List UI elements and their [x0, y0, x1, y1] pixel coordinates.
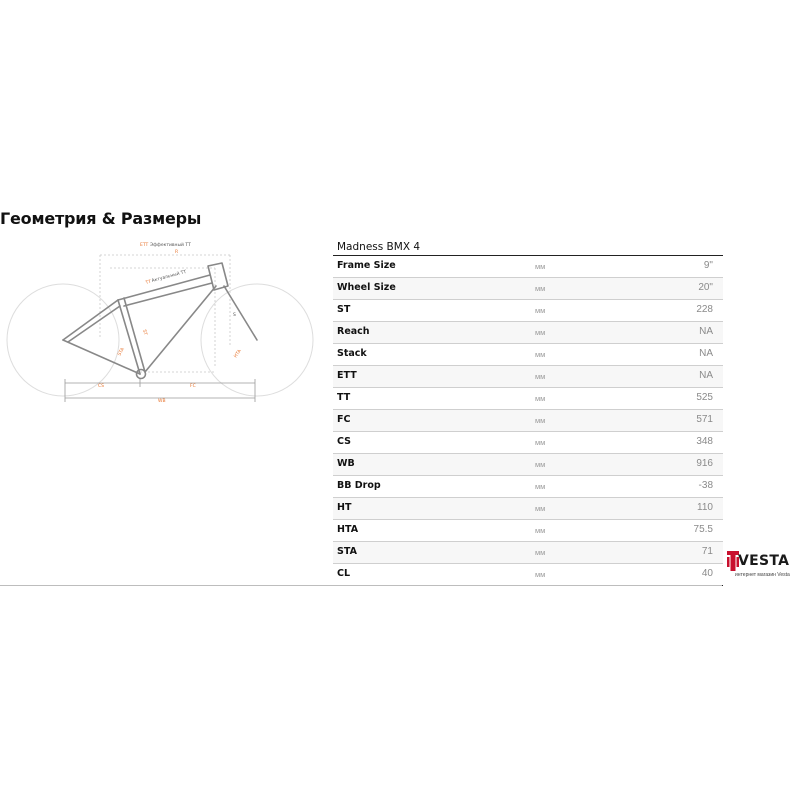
spec-unit: мм	[535, 394, 546, 403]
spec-unit: мм	[535, 548, 546, 557]
spec-name: TT	[337, 392, 351, 403]
spec-unit: мм	[535, 570, 546, 579]
label-hta: HTA	[233, 349, 243, 360]
spec-unit: мм	[535, 306, 546, 315]
divider-line	[0, 585, 722, 586]
spec-name: Wheel Size	[337, 282, 396, 293]
label-r: R	[175, 250, 179, 255]
spec-value: 525	[696, 392, 713, 403]
spec-value: 71	[701, 546, 713, 557]
label-wb: WB	[158, 399, 166, 404]
spec-unit: мм	[535, 350, 546, 359]
table-row	[333, 388, 723, 410]
bike-geometry-diagram	[0, 238, 330, 418]
label-ett-text: Эффективный ТТ	[150, 243, 191, 248]
spec-unit: мм	[535, 460, 546, 469]
label-tt-text: Актуальный ТТ	[151, 269, 188, 284]
logo-tagline: интернет магазин Vesta	[735, 572, 790, 578]
spec-value: 40	[701, 568, 713, 579]
spec-unit: мм	[535, 504, 546, 513]
spec-name: CS	[337, 436, 351, 447]
spec-value: 9"	[703, 260, 713, 271]
spec-name: BB Drop	[337, 480, 381, 491]
table-row	[333, 278, 723, 300]
spec-value: 75.5	[693, 524, 713, 535]
table-row	[333, 366, 723, 388]
label-fc: FC	[190, 384, 196, 389]
spec-unit: мм	[535, 526, 546, 535]
label-tt: TT	[145, 279, 152, 286]
spec-value: 916	[696, 458, 713, 469]
table-row	[333, 542, 723, 564]
spec-unit: мм	[535, 328, 546, 337]
spec-name: CL	[337, 568, 351, 579]
spec-unit: мм	[535, 416, 546, 425]
table-row	[333, 300, 723, 322]
spec-value: NA	[699, 326, 713, 337]
spec-name: WB	[337, 458, 355, 469]
spec-value: 20"	[698, 282, 713, 293]
page-title: Геометрия & Размеры	[0, 209, 202, 228]
spec-value: 571	[696, 414, 713, 425]
spec-name: HTA	[337, 524, 359, 535]
table-row	[333, 322, 723, 344]
spec-name: HT	[337, 502, 352, 513]
table-row	[333, 256, 723, 278]
spec-unit: мм	[535, 372, 546, 381]
spec-name: FC	[337, 414, 351, 425]
spec-unit: мм	[535, 262, 546, 271]
spec-name: Frame Size	[337, 260, 396, 271]
label-cs: CS	[98, 384, 104, 389]
label-st: ST	[141, 329, 148, 336]
model-name: Madness BMX 4	[337, 241, 421, 253]
spec-value: -38	[698, 480, 713, 491]
spec-unit: мм	[535, 438, 546, 447]
spec-name: ETT	[337, 370, 357, 381]
label-sta: STA	[117, 347, 126, 357]
spec-value: 228	[696, 304, 713, 315]
spec-table	[333, 255, 723, 586]
table-row	[333, 344, 723, 366]
label-s: S	[233, 313, 236, 318]
spec-value: 348	[696, 436, 713, 447]
table-row	[333, 520, 723, 542]
table-row	[333, 410, 723, 432]
spec-unit: мм	[535, 284, 546, 293]
spec-value: NA	[699, 348, 713, 359]
spec-name: STA	[337, 546, 357, 557]
logo-brand: VESTA	[738, 553, 790, 569]
spec-value: NA	[699, 370, 713, 381]
table-row	[333, 454, 723, 476]
vesta-logo[interactable]	[727, 549, 797, 583]
spec-unit: мм	[535, 482, 546, 491]
table-row	[333, 432, 723, 454]
spec-name: Reach	[337, 326, 370, 337]
spec-name: ST	[337, 304, 351, 315]
spec-name: Stack	[337, 348, 367, 359]
table-row	[333, 476, 723, 498]
spec-value: 110	[697, 502, 713, 513]
label-ett: ETT	[140, 243, 149, 248]
table-row	[333, 498, 723, 520]
table-row	[333, 564, 723, 586]
